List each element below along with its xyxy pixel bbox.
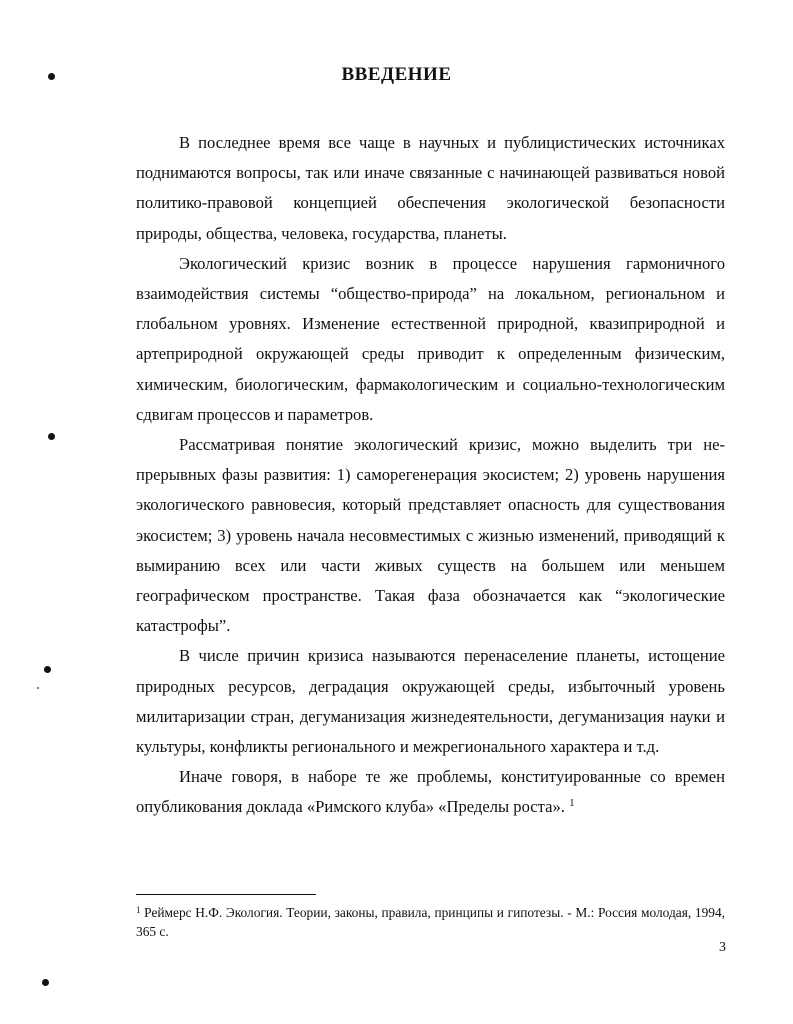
paragraph-5 <box>136 762 725 822</box>
binding-hole-2 <box>48 433 55 440</box>
binding-hole-3 <box>44 666 51 673</box>
footnote-reference: 1 <box>569 797 575 810</box>
footnote-marker: 1 <box>136 905 141 915</box>
footnote-text: Реймерс Н.Ф. Экология. Теории, законы, правила, принципы и гипотезы. - М.: Россия молодая, 1994, 365 с. <box>136 905 726 939</box>
page-number: 3 <box>719 940 726 955</box>
binding-hole-4 <box>42 979 49 986</box>
paragraph-5-text: Иначе говоря, в наборе те же проблемы, конституированные со времен опубликования доклада «Римского клуба» «Пределы роста». <box>136 767 725 817</box>
scan-speck <box>37 687 39 689</box>
paragraph-1: В последнее время все чаще в научных и публицистических источниках поднимаются вопросы, так или иначе связанные с начинающей развиваться новой политико-правовой концепцией обеспечения экологической безопасности природы, общества, человека, государства, планеты. <box>136 133 725 243</box>
main-text <box>136 128 725 823</box>
paragraph-4: В числе причин кризиса называются перенаселение планеты, истощение природных ресурсов, деградация окружающей среды, избыточный уровень милитаризации стран, дегуманизация жизнедеятельности, дегуманизация науки и культуры, конфликты регионального и межрегионального характера и т.д. <box>136 646 725 757</box>
page-title: ВВЕДЕНИЕ <box>341 64 452 85</box>
paragraph-2: Экологический кризис возник в процессе нарушения гармоничного взаимодействия системы “общество-природа” на локальном, региональном и глобальном уровнях. Изменение естественной природной, квазиприродной и артеприродной окружающей среды приводит к определенным физическим, химическим, биологическим, фармакологическим и социально-технологическим сдвигам процессов и параметров. <box>136 253 725 424</box>
footnote <box>136 903 725 941</box>
footnote-separator <box>136 894 316 895</box>
paragraph-3: Рассматривая понятие экологический кризис, можно выделить три непрерывных фазы развития: 1) саморегенерация экосистем; 2) уровень нарушения экологического равновесия, который представляет опасность для существования экосистем; 3) уровень начала несовместимых с жизнью изменений, приводящий к вымиранию всех или части живых существ на большем или меньшем географическом пространстве. Такая фаза обозначается как “экологические катастрофы”. <box>136 435 725 636</box>
